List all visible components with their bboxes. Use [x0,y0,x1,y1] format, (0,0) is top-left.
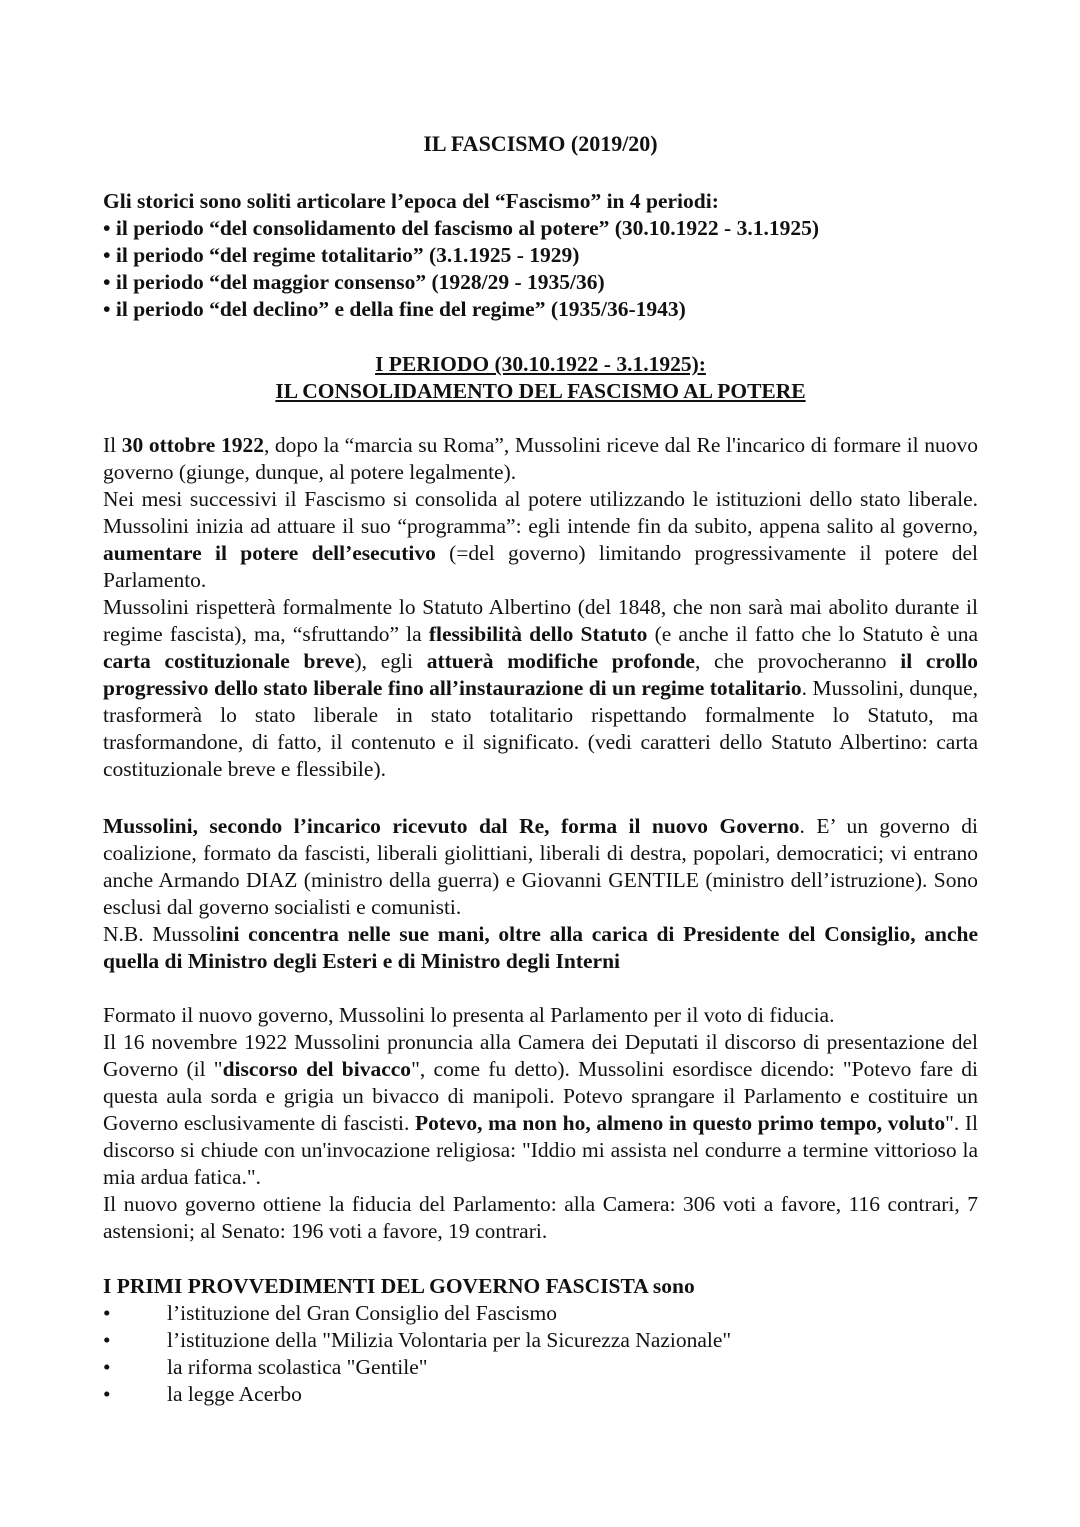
text-span: Il 16 novembre 1922 Mussolini pronuncia alla Camera dei Deputati il discorso di presentazione del Governo (il " [103,1030,978,1081]
list-item-label: l’istituzione della "Milizia Volontaria per la Sicurezza Nazionale" [167,1328,732,1352]
measures-heading: I PRIMI PROVVEDIMENTI DEL GOVERNO FASCISTA sono [103,1274,695,1298]
text-emphasis: aumentare il potere dell’esecutivo [103,541,436,565]
period-item: • il periodo “del declino” e della fine del regime” (1935/36-1943) [103,297,686,321]
bullet-icon: • [103,1301,111,1325]
intro-lead: Gli storici sono soliti articolare l’epoca del “Fascismo” in 4 periodi: [103,189,719,213]
text-emphasis: attuerà modifiche profonde [426,649,695,673]
date-emphasis: 30 ottobre 1922 [121,433,264,457]
text-emphasis: carta costituzionale breve [103,649,355,673]
paragraph-fiducia: Formato il nuovo governo, Mussolini lo presenta al Parlamento per il voto di fiducia. [103,1003,835,1027]
text-emphasis: discorso del bivacco [222,1057,412,1081]
period-item: • il periodo “del consolidamento del fascismo al potere” (30.10.1922 - 3.1.1925) [103,216,819,240]
paragraph-appointment [103,432,978,486]
intro-section [103,188,978,323]
measures-list [103,1300,978,1408]
bullet-icon: • [103,1382,111,1406]
paragraph-note [103,921,978,975]
paragraph-consolidation [103,486,978,594]
period-item: • il periodo “del regime totalitario” (3.1.1925 - 1929) [103,243,580,267]
text-span: (e anche il fatto che lo Statuto è una [647,622,978,646]
text-emphasis: Mussolini, secondo l’incarico ricevuto dal Re, forma il nuovo Governo [103,814,800,838]
text-span: , che provocheranno [694,649,901,673]
section-heading [103,351,978,405]
section-body-1 [103,432,978,783]
list-item [103,1354,978,1381]
text-span: ". Il discorso si chiude con un'invocazione religiosa: "Iddio mi assista nel condurre a termine vittorioso la mia ardua fatica.". [103,1111,978,1189]
list-item-label: la riforma scolastica "Gentile" [167,1355,428,1379]
list-item [103,1381,978,1408]
text-span: , dopo la “marcia su Roma”, Mussolini riceve dal Re l'incarico di formare il nuovo governo (giunge, dunque, al potere legalmente). [103,433,979,484]
section-body-3 [103,1002,978,1245]
list-item-label: l’istituzione del Gran Consiglio del Fascismo [167,1301,557,1325]
text-span: . E’ un governo di coalizione, formato da fascisti, liberali giolittiani, liberali di destra, popolari, democratici; vi entrano anche Armando DIAZ (ministro della guerra) e Giovanni GENTILE (ministro dell’istruzione). Sono esclusi dal governo socialisti e comunisti. [103,814,978,919]
paragraph-bivacco [103,1029,978,1191]
text-span: (=del governo) limitando progressivamente il potere del Parlamento. [103,541,978,592]
text-span: . Mussolini, dunque, trasformerà lo stato liberale in stato totalitario rispettando formalmente lo Statuto, ma trasformandone, di fatto, il contenuto e il significato. (vedi caratteri dello Statuto Albertino: carta costituzionale breve e flessibile). [103,676,978,781]
bullet-icon: • [103,1328,111,1352]
text-span: ", come fu detto). Mussolini esordisce dicendo: "Potevo fare di questa aula sorda e grigia un bivacco di manipoli. Potevo sprangare il Parlamento e costituire un Governo esclusivamente di fascisti. [103,1057,978,1135]
paragraph-statuto [103,594,978,783]
text-span: Mussolini rispetterà formalmente lo Statuto Albertino (del 1848, che non sarà mai abolito durante il regime fascista), ma, “sfruttando” la [103,595,978,646]
text-span: ), egli [354,649,427,673]
section-body-2 [103,813,978,975]
list-item [103,1327,978,1354]
measures-section [103,1273,978,1408]
text-emphasis: il crollo progressivo dello stato liberale fino all’instaurazione di un regime totalitario [103,649,979,700]
period-item: • il periodo “del maggior consenso” (1928/29 - 1935/36) [103,270,605,294]
paragraph-vote: Il nuovo governo ottiene la fiducia del Parlamento: alla Camera: 306 voti a favore, 116 contrari, 7 astensioni; al Senato: 196 voti a favore, 19 contrari. [103,1192,978,1243]
text-emphasis: flessibilità dello Statuto [428,622,648,646]
section-heading-line1: I PERIODO (30.10.1922 - 3.1.1925): [375,352,706,376]
bullet-icon: • [103,1355,111,1379]
list-item-label: la legge Acerbo [167,1382,302,1406]
text-span: Nei mesi successivi il Fascismo si consolida al potere utilizzando le istituzioni dello stato liberale. Mussolini inizia ad attuare il suo “programma”: egli intende fin da subito, appena salito al governo, [103,487,978,538]
text-emphasis: ini concentra nelle sue mani, oltre alla carica di Presidente del Consiglio, anche quella di Ministro degli Esteri e di Ministro degli Interni [103,922,978,973]
text-span: Il [103,433,122,457]
text-span: N.B. Mussol [103,922,216,946]
text-emphasis: Potevo, ma non ho, almeno in questo primo tempo, voluto [415,1111,946,1135]
page-title: IL FASCISMO (2019/20) [423,131,658,156]
section-heading-line2: IL CONSOLIDAMENTO DEL FASCISMO AL POTERE [275,379,806,403]
paragraph-government [103,813,978,921]
list-item [103,1300,978,1327]
